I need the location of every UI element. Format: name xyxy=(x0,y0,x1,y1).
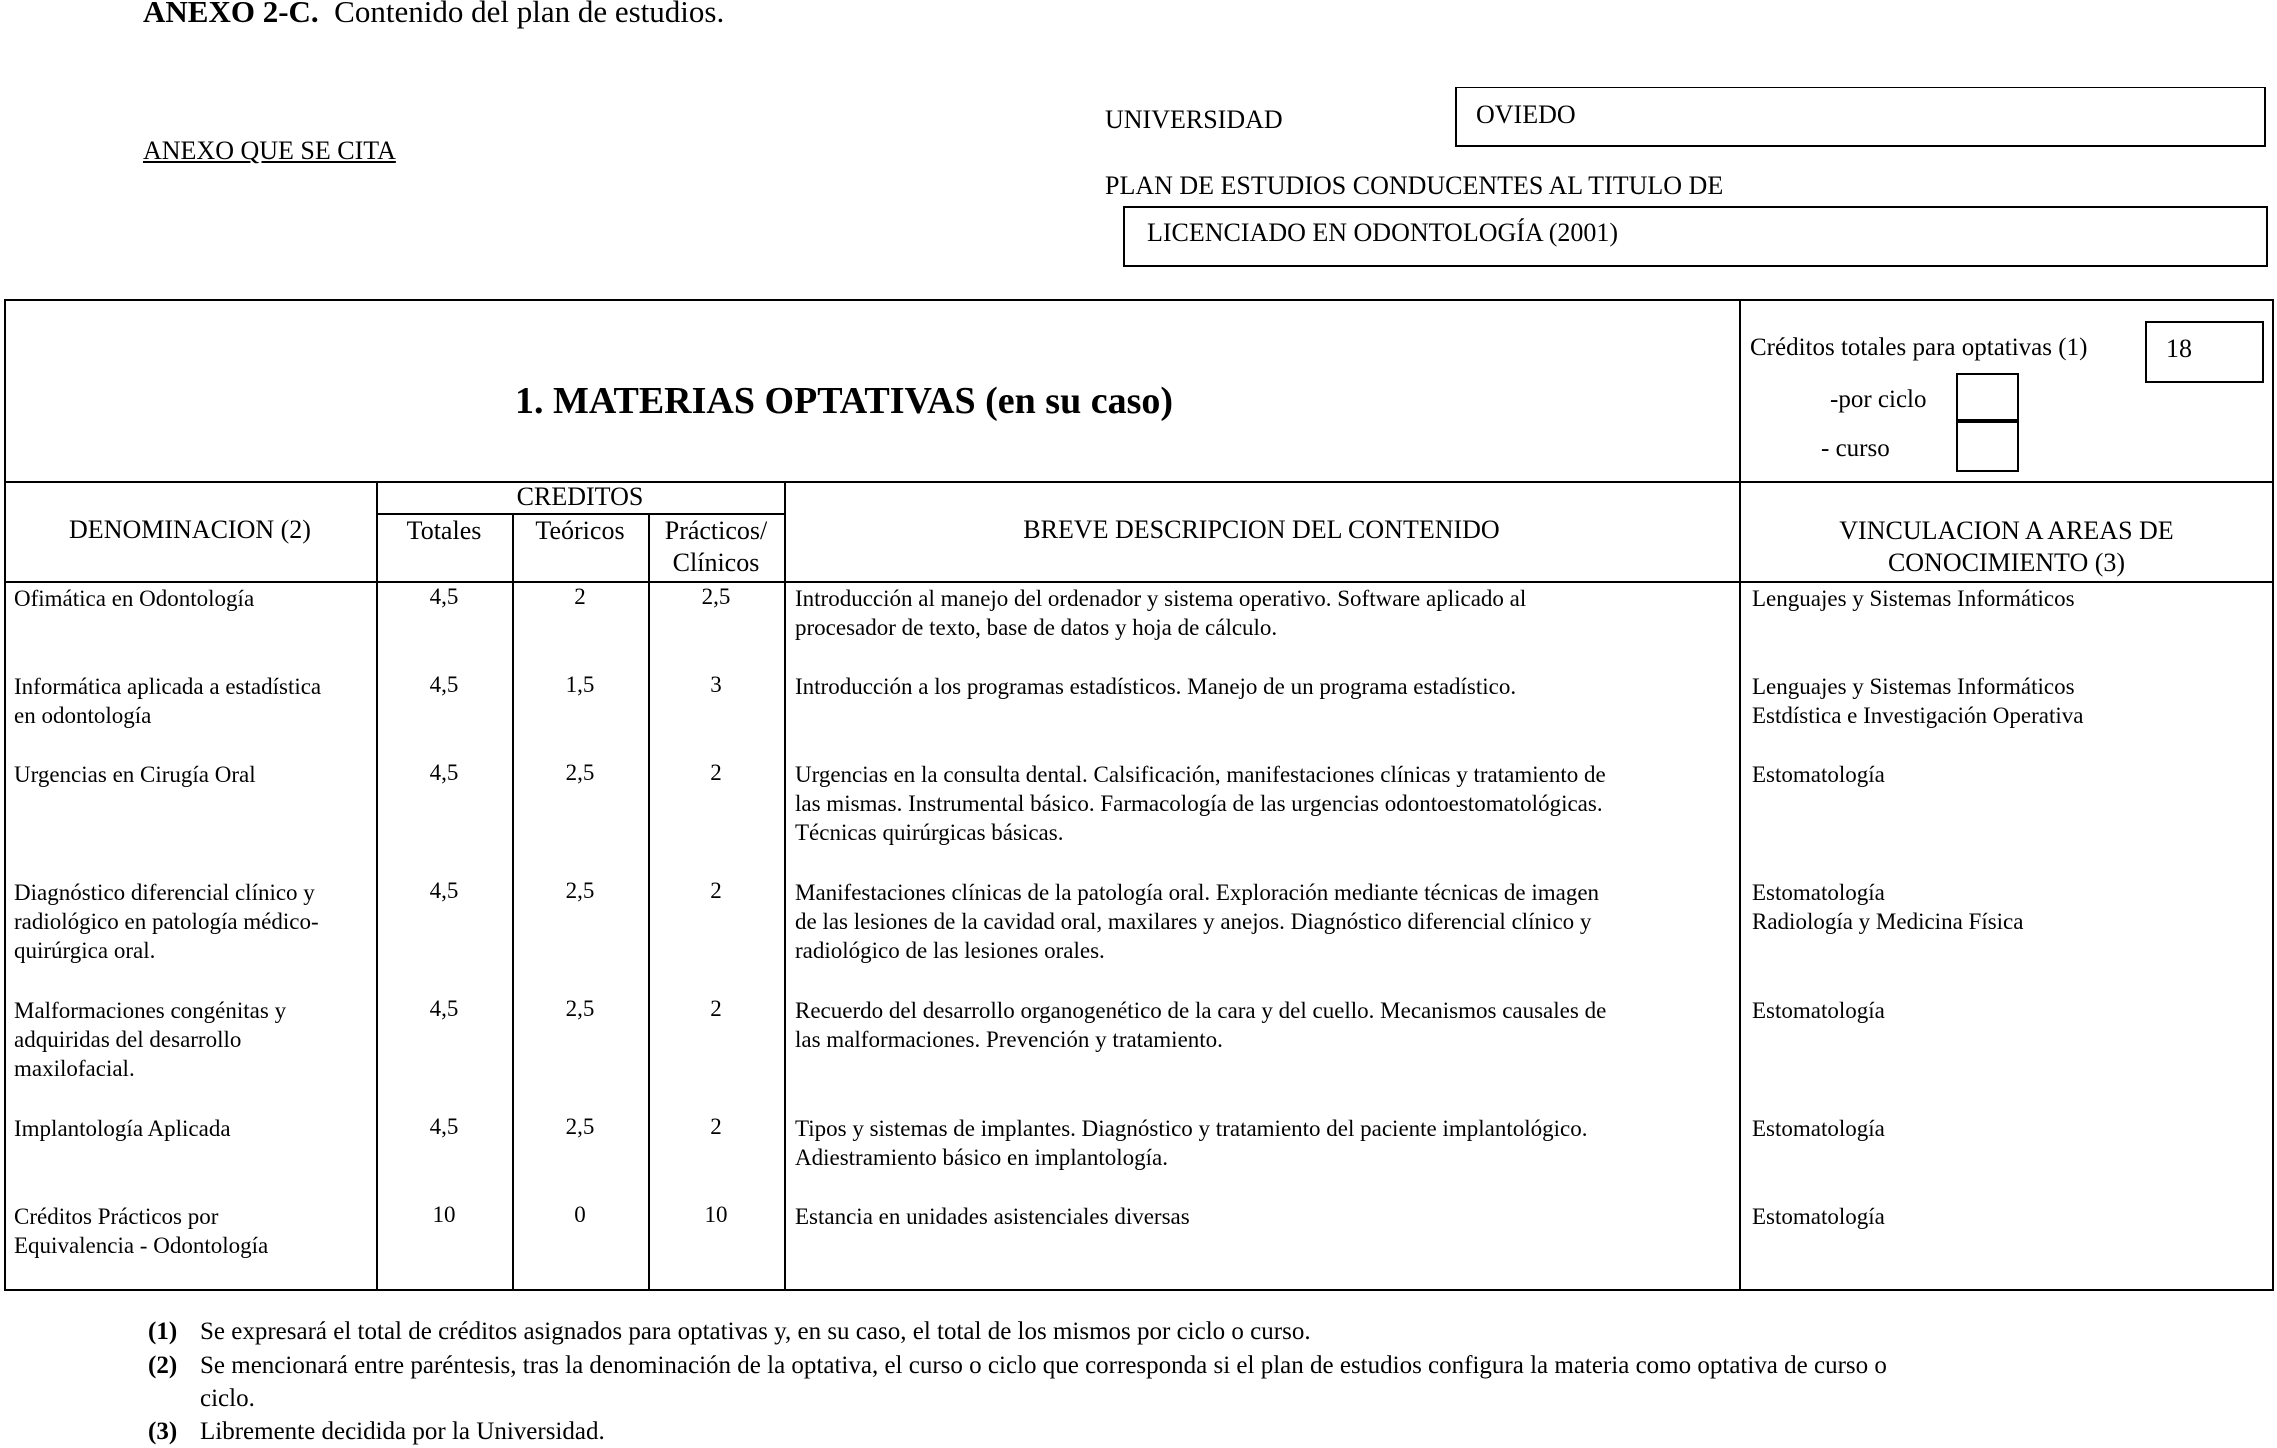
table-row-denominacion xyxy=(14,584,372,613)
area-line: Estomatología xyxy=(1752,998,1885,1023)
table-row-totales: 4,5 xyxy=(429,760,459,785)
descripcion-line: las malformaciones. Prevención y tratamiento. xyxy=(795,1027,1223,1052)
university-value: OVIEDO xyxy=(1476,100,1576,129)
footnote-mark: (1) xyxy=(148,1318,178,1345)
annex-cited-label: ANEXO QUE SE CITA xyxy=(143,136,396,165)
table-row-denominacion xyxy=(14,760,372,789)
table-row-practicos: 2 xyxy=(710,1114,722,1139)
denominacion-line: Diagnóstico diferencial clínico y xyxy=(14,880,315,905)
area-line: Estomatología xyxy=(1752,1116,1885,1141)
optativas-total-label: Créditos totales para optativas (1) xyxy=(1750,334,2088,361)
table-row-totales: 4,5 xyxy=(429,1114,459,1139)
descripcion-line: procesador de texto, base de datos y hoja de cálculo. xyxy=(795,615,1278,640)
denominacion-line: en odontología xyxy=(14,703,152,728)
denominacion-line: maxilofacial. xyxy=(14,1056,135,1081)
denominacion-line: Urgencias en Cirugía Oral xyxy=(14,762,256,787)
document-title: ANEXO 2-C. Contenido del plan de estudios. xyxy=(143,0,725,29)
curso-field xyxy=(1956,421,2019,472)
descripcion-line: de las lesiones de la cavidad oral, maxilares y anejos. Diagnóstico diferencial clínico y xyxy=(795,909,1592,934)
table-row-descripcion xyxy=(795,584,1735,642)
table-row-practicos: 2 xyxy=(710,996,722,1021)
table-row-totales: 4,5 xyxy=(429,584,459,609)
curso-label: - curso xyxy=(1821,435,1890,462)
area-line: Radiología y Medicina Física xyxy=(1752,909,2024,934)
footnote-text: Libremente decidida por la Universidad. xyxy=(200,1418,605,1445)
table-row-denominacion xyxy=(14,878,372,965)
descripcion-line: Adiestramiento básico en implantología. xyxy=(795,1145,1169,1170)
plan-value: LICENCIADO EN ODONTOLOGÍA (2001) xyxy=(1147,218,1619,247)
table-row-teoricos: 2,5 xyxy=(565,1114,595,1139)
optativas-total-field xyxy=(2145,321,2264,383)
denominacion-line: Ofimática en Odontología xyxy=(14,586,255,611)
descripcion-line: Introducción al manejo del ordenador y sistema operativo. Software aplicado al xyxy=(795,586,1527,611)
footnote-text: Se mencionará entre paréntesis, tras la denominación de la optativa, el curso o ciclo que corresponda si el plan de estudios configura la materia como optativa de curso o xyxy=(200,1352,1887,1379)
denominacion-line: Créditos Prácticos por xyxy=(14,1204,219,1229)
university-field xyxy=(1455,87,2266,147)
footnote-mark: (3) xyxy=(148,1418,178,1445)
university-label: UNIVERSIDAD xyxy=(1105,105,1283,134)
header-descripcion: BREVE DESCRIPCION DEL CONTENIDO xyxy=(1023,515,1500,544)
column-divider xyxy=(1739,299,1741,1291)
table-row-practicos: 2 xyxy=(710,760,722,785)
table-row-practicos: 2 xyxy=(710,878,722,903)
table-row-teoricos: 2 xyxy=(574,584,586,609)
table-row-denominacion xyxy=(14,1114,372,1143)
footnote-mark: (2) xyxy=(148,1352,178,1379)
table-row-denominacion xyxy=(14,996,372,1083)
area-line: Estdística e Investigación Operativa xyxy=(1752,703,2084,728)
denominacion-line: Informática aplicada a estadística xyxy=(14,674,322,699)
table-row-descripcion xyxy=(795,1114,1735,1172)
table-row-totales: 4,5 xyxy=(429,672,459,697)
table-row-teoricos: 2,5 xyxy=(565,878,595,903)
area-line: Estomatología xyxy=(1752,762,1885,787)
denominacion-line: radiológico en patología médico- xyxy=(14,909,319,934)
table-row-denominacion xyxy=(14,1202,372,1260)
descripcion-line: Técnicas quirúrgicas básicas. xyxy=(795,820,1064,845)
table-row-practicos: 10 xyxy=(704,1202,728,1227)
denominacion-line: Equivalencia - Odontología xyxy=(14,1233,269,1258)
table-row-practicos: 3 xyxy=(710,672,722,697)
denominacion-line: quirúrgica oral. xyxy=(14,938,156,963)
table-row-descripcion xyxy=(795,1202,1735,1231)
descripcion-line: radiológico de las lesiones orales. xyxy=(795,938,1105,963)
table-row-practicos: 2,5 xyxy=(701,584,731,609)
denominacion-line: Implantología Aplicada xyxy=(14,1116,231,1141)
area-line: Lenguajes y Sistemas Informáticos xyxy=(1752,586,2075,611)
table-row-teoricos: 0 xyxy=(574,1202,586,1227)
descripcion-line: Introducción a los programas estadísticos. Manejo de un programa estadístico. xyxy=(795,674,1517,699)
descripcion-line: Tipos y sistemas de implantes. Diagnóstico y tratamiento del paciente implantológico. xyxy=(795,1116,1588,1141)
table-row-teoricos: 1,5 xyxy=(565,672,595,697)
table-row-denominacion xyxy=(14,672,372,730)
descripcion-line: las mismas. Instrumental básico. Farmacología de las urgencias odontoestomatológicas. xyxy=(795,791,1603,816)
table-row-descripcion xyxy=(795,878,1735,965)
table-row-descripcion xyxy=(795,672,1735,701)
header-totales: Totales xyxy=(406,516,482,545)
denominacion-line: Malformaciones congénitas y xyxy=(14,998,287,1023)
column-divider xyxy=(784,481,786,1291)
table-divider xyxy=(4,481,2274,483)
table-row-areas xyxy=(1752,672,2267,730)
table-row-totales: 10 xyxy=(432,1202,456,1227)
table-row-teoricos: 2,5 xyxy=(565,760,595,785)
table-row-totales: 4,5 xyxy=(429,878,459,903)
descripcion-line: Estancia en unidades asistenciales diversas xyxy=(795,1204,1190,1229)
header-divider xyxy=(4,581,2274,583)
table-row-areas xyxy=(1752,1202,2267,1231)
header-vinculacion: VINCULACION A AREAS DE CONOCIMIENTO (3) xyxy=(1839,516,2174,577)
table-row-totales: 4,5 xyxy=(429,996,459,1021)
footnote-text: ciclo. xyxy=(200,1385,255,1412)
header-practicos: Prácticos/ Clínicos xyxy=(664,516,768,577)
area-line: Lenguajes y Sistemas Informáticos xyxy=(1752,674,2075,699)
table-row-areas xyxy=(1752,996,2267,1025)
header-creditos: CREDITOS xyxy=(516,482,644,511)
area-line: Estomatología xyxy=(1752,1204,1885,1229)
area-line: Estomatología xyxy=(1752,880,1885,905)
table-row-areas xyxy=(1752,1114,2267,1143)
table-row-descripcion xyxy=(795,996,1735,1054)
table-row-teoricos: 2,5 xyxy=(565,996,595,1021)
descripcion-line: Urgencias en la consulta dental. Calsificación, manifestaciones clínicas y tratamiento de xyxy=(795,762,1606,787)
footnote-text: Se expresará el total de créditos asignados para optativas y, en su caso, el total de los mismos por ciclo o curso. xyxy=(200,1318,1311,1345)
header-denominacion: DENOMINACION (2) xyxy=(69,515,311,544)
descripcion-line: Manifestaciones clínicas de la patología oral. Exploración mediante técnicas de imagen xyxy=(795,880,1600,905)
optativas-total-value: 18 xyxy=(2166,334,2192,363)
section-title: 1. MATERIAS OPTATIVAS (en su caso) xyxy=(515,380,1174,422)
table-row-descripcion xyxy=(795,760,1735,847)
table-row-areas xyxy=(1752,584,2267,613)
denominacion-line: adquiridas del desarrollo xyxy=(14,1027,242,1052)
descripcion-line: Recuerdo del desarrollo organogenético de la cara y del cuello. Mecanismos causales de xyxy=(795,998,1607,1023)
table-row-areas xyxy=(1752,760,2267,789)
plan-label: PLAN DE ESTUDIOS CONDUCENTES AL TITULO DE xyxy=(1105,171,1724,200)
header-teoricos: Teóricos xyxy=(535,516,625,545)
por-ciclo-field xyxy=(1956,373,2019,421)
table-row-areas xyxy=(1752,878,2267,936)
por-ciclo-label: -por ciclo xyxy=(1830,386,1927,413)
